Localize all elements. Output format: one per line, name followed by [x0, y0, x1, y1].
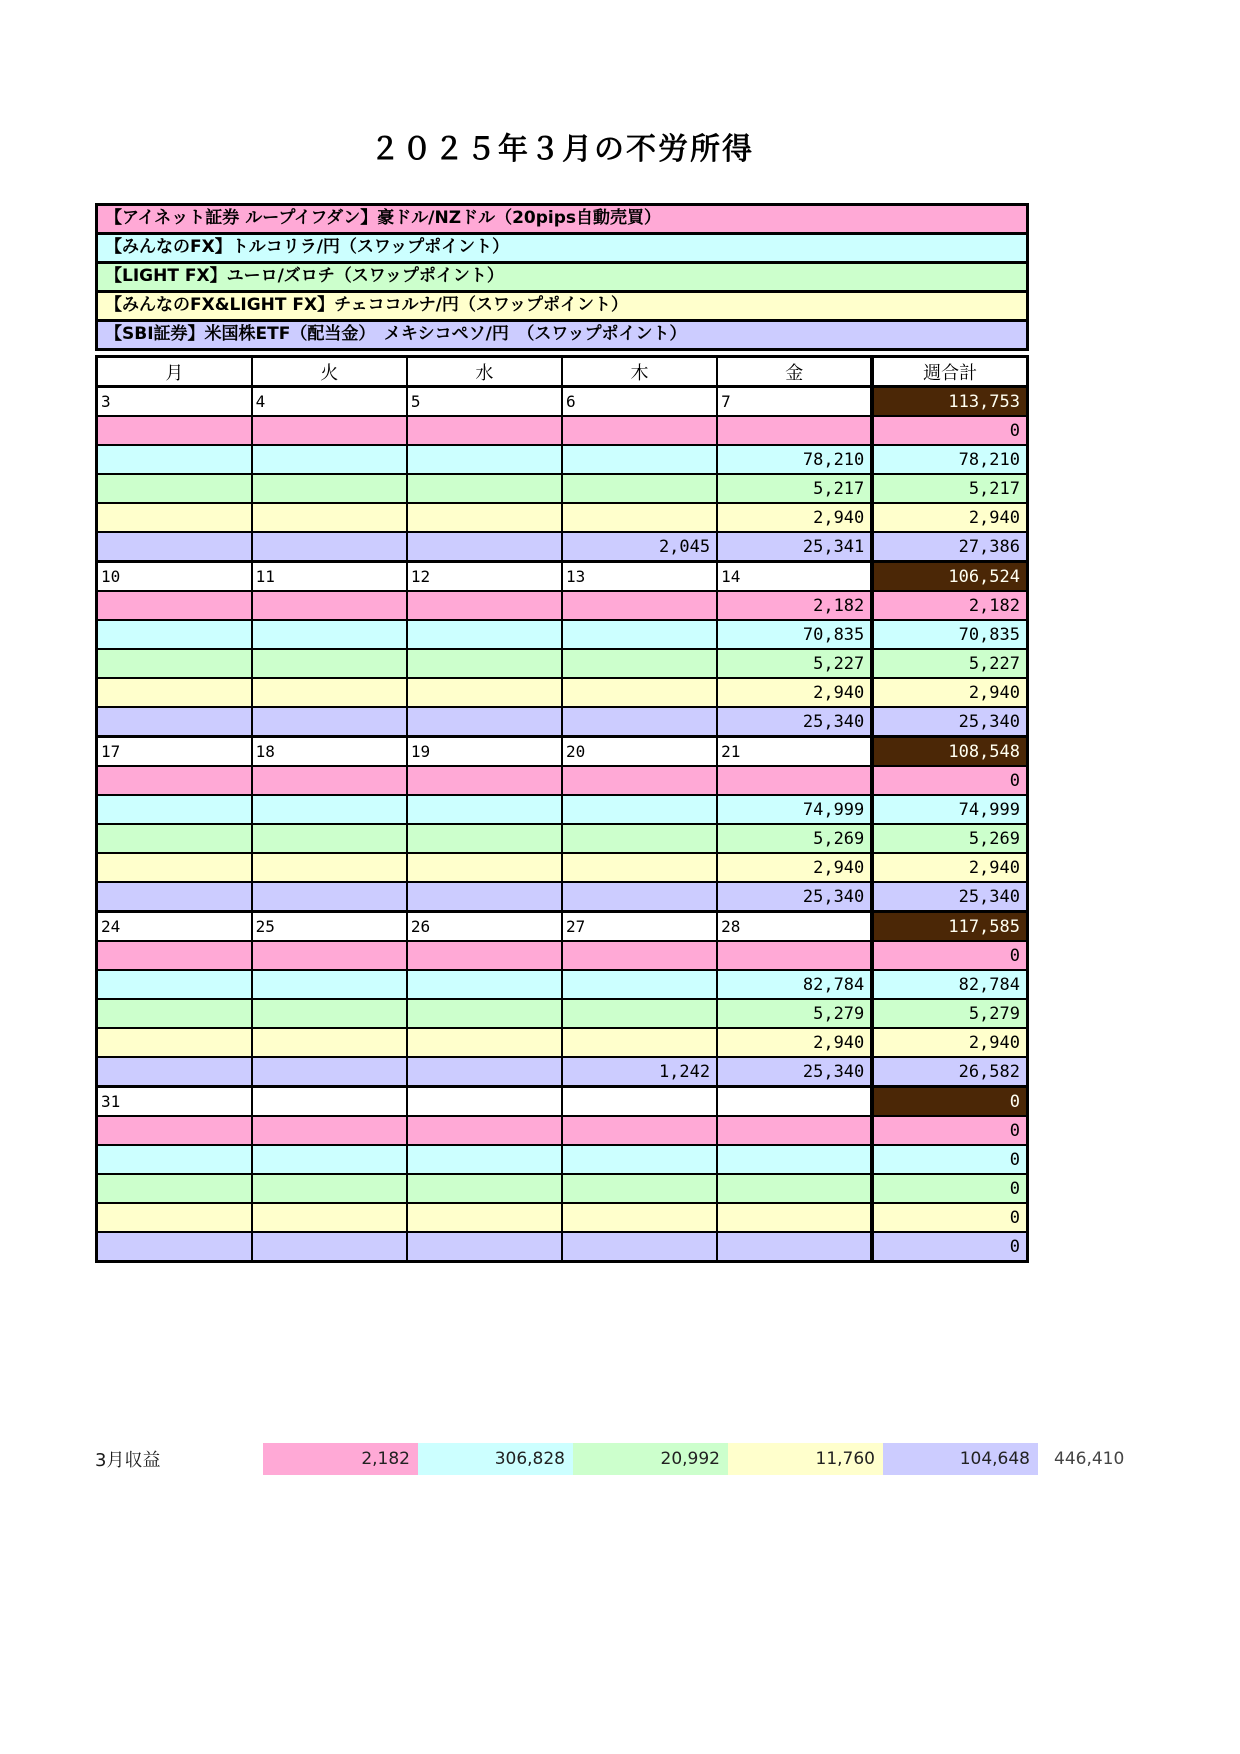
value-cell-light-fx-eur-pln	[97, 1174, 252, 1203]
value-cell-fx-czk-jpy: 2,940	[717, 678, 872, 707]
legend-item-label: 【みんなのFX&LIGHT FX】チェココルナ/円（スワップポイント）	[105, 295, 628, 315]
series-row-light-fx-eur-pln	[97, 474, 1028, 503]
value-cell-minna-fx-try-jpy	[97, 795, 252, 824]
value-cell-minna-fx-try-jpy: 78,210	[717, 445, 872, 474]
value-cell-ainet-loop-ifdan	[562, 416, 717, 445]
calendar-body	[97, 387, 1028, 1262]
value-cell-ainet-loop-ifdan	[252, 416, 407, 445]
day-cell: 24	[97, 912, 252, 942]
value-cell-sbi-etf-mxn-jpy	[97, 532, 252, 562]
value-cell-fx-czk-jpy	[562, 1203, 717, 1232]
value-cell-minna-fx-try-jpy	[562, 445, 717, 474]
series-row-minna-fx-try-jpy	[97, 620, 1028, 649]
series-week-total-sbi-etf-mxn-jpy: 25,340	[872, 882, 1027, 912]
series-week-total-minna-fx-try-jpy: 82,784	[872, 970, 1027, 999]
value-cell-minna-fx-try-jpy	[252, 970, 407, 999]
value-cell-fx-czk-jpy: 2,940	[717, 503, 872, 532]
day-cell: 3	[97, 387, 252, 417]
value-cell-ainet-loop-ifdan	[717, 766, 872, 795]
value-cell-ainet-loop-ifdan	[407, 766, 562, 795]
series-week-total-minna-fx-try-jpy: 70,835	[872, 620, 1027, 649]
value-cell-minna-fx-try-jpy	[717, 1145, 872, 1174]
value-cell-minna-fx-try-jpy	[252, 1145, 407, 1174]
value-cell-fx-czk-jpy: 2,940	[717, 853, 872, 882]
value-cell-sbi-etf-mxn-jpy	[97, 1057, 252, 1087]
value-cell-ainet-loop-ifdan	[407, 591, 562, 620]
weekday-header: 月	[97, 357, 252, 387]
series-row-minna-fx-try-jpy	[97, 970, 1028, 999]
series-row-light-fx-eur-pln	[97, 649, 1028, 678]
series-week-total-sbi-etf-mxn-jpy: 0	[872, 1232, 1027, 1262]
series-row-sbi-etf-mxn-jpy	[97, 1057, 1028, 1087]
day-cell: 19	[407, 737, 562, 767]
day-number-row	[97, 387, 1028, 417]
week-total-cell: 108,548	[872, 737, 1027, 767]
value-cell-light-fx-eur-pln: 5,227	[717, 649, 872, 678]
value-cell-ainet-loop-ifdan	[252, 591, 407, 620]
value-cell-sbi-etf-mxn-jpy	[562, 882, 717, 912]
value-cell-light-fx-eur-pln	[97, 649, 252, 678]
series-row-light-fx-eur-pln	[97, 824, 1028, 853]
series-week-total-sbi-etf-mxn-jpy: 27,386	[872, 532, 1027, 562]
summary-cell-light-fx-eur-pln: 20,992	[573, 1443, 728, 1475]
series-row-ainet-loop-ifdan	[97, 416, 1028, 445]
series-week-total-ainet-loop-ifdan: 0	[872, 766, 1027, 795]
series-week-total-light-fx-eur-pln: 5,279	[872, 999, 1027, 1028]
value-cell-light-fx-eur-pln	[97, 824, 252, 853]
value-cell-fx-czk-jpy	[562, 853, 717, 882]
series-week-total-light-fx-eur-pln: 5,227	[872, 649, 1027, 678]
value-cell-ainet-loop-ifdan	[407, 1116, 562, 1145]
value-cell-fx-czk-jpy	[97, 1203, 252, 1232]
series-row-fx-czk-jpy	[97, 503, 1028, 532]
day-cell: 12	[407, 562, 562, 592]
value-cell-light-fx-eur-pln	[562, 999, 717, 1028]
week-total-cell: 117,585	[872, 912, 1027, 942]
value-cell-fx-czk-jpy	[97, 1028, 252, 1057]
value-cell-light-fx-eur-pln	[252, 999, 407, 1028]
legend-item-minna-fx-try-jpy	[95, 232, 1029, 264]
value-cell-light-fx-eur-pln: 5,217	[717, 474, 872, 503]
series-week-total-minna-fx-try-jpy: 78,210	[872, 445, 1027, 474]
value-cell-light-fx-eur-pln	[252, 474, 407, 503]
value-cell-sbi-etf-mxn-jpy: 1,242	[562, 1057, 717, 1087]
value-cell-ainet-loop-ifdan	[97, 941, 252, 970]
value-cell-ainet-loop-ifdan	[717, 941, 872, 970]
series-row-ainet-loop-ifdan	[97, 1116, 1028, 1145]
value-cell-minna-fx-try-jpy	[407, 795, 562, 824]
day-cell	[252, 1087, 407, 1117]
day-cell: 14	[717, 562, 872, 592]
series-row-ainet-loop-ifdan	[97, 766, 1028, 795]
value-cell-light-fx-eur-pln	[252, 824, 407, 853]
value-cell-ainet-loop-ifdan	[717, 1116, 872, 1145]
monthly-summary-row	[95, 1443, 1240, 1475]
value-cell-ainet-loop-ifdan	[252, 766, 407, 795]
value-cell-minna-fx-try-jpy: 74,999	[717, 795, 872, 824]
value-cell-minna-fx-try-jpy	[97, 620, 252, 649]
value-cell-fx-czk-jpy	[562, 503, 717, 532]
series-week-total-light-fx-eur-pln: 5,269	[872, 824, 1027, 853]
value-cell-sbi-etf-mxn-jpy: 25,340	[717, 882, 872, 912]
series-row-fx-czk-jpy	[97, 678, 1028, 707]
grand-total-value: 446,410	[1054, 1449, 1125, 1469]
series-week-total-minna-fx-try-jpy: 74,999	[872, 795, 1027, 824]
summary-cells	[263, 1443, 1038, 1475]
value-cell-light-fx-eur-pln	[562, 474, 717, 503]
value-cell-light-fx-eur-pln	[252, 649, 407, 678]
income-calendar-table	[95, 355, 1029, 1263]
day-number-row	[97, 737, 1028, 767]
value-cell-light-fx-eur-pln	[407, 999, 562, 1028]
series-week-total-fx-czk-jpy: 0	[872, 1203, 1027, 1232]
series-week-total-light-fx-eur-pln: 5,217	[872, 474, 1027, 503]
value-cell-sbi-etf-mxn-jpy	[97, 882, 252, 912]
day-cell: 20	[562, 737, 717, 767]
series-week-total-fx-czk-jpy: 2,940	[872, 853, 1027, 882]
day-cell: 13	[562, 562, 717, 592]
value-cell-ainet-loop-ifdan	[97, 416, 252, 445]
value-cell-minna-fx-try-jpy	[97, 445, 252, 474]
value-cell-minna-fx-try-jpy	[252, 445, 407, 474]
day-cell: 28	[717, 912, 872, 942]
value-cell-ainet-loop-ifdan	[562, 766, 717, 795]
value-cell-fx-czk-jpy	[407, 1028, 562, 1057]
series-week-total-ainet-loop-ifdan: 0	[872, 416, 1027, 445]
series-week-total-light-fx-eur-pln: 0	[872, 1174, 1027, 1203]
series-row-minna-fx-try-jpy	[97, 445, 1028, 474]
value-cell-sbi-etf-mxn-jpy	[562, 1232, 717, 1262]
value-cell-sbi-etf-mxn-jpy	[252, 707, 407, 737]
series-week-total-minna-fx-try-jpy: 0	[872, 1145, 1027, 1174]
value-cell-minna-fx-try-jpy	[97, 970, 252, 999]
value-cell-light-fx-eur-pln: 5,269	[717, 824, 872, 853]
value-cell-light-fx-eur-pln: 5,279	[717, 999, 872, 1028]
value-cell-sbi-etf-mxn-jpy	[407, 532, 562, 562]
value-cell-fx-czk-jpy	[97, 678, 252, 707]
series-row-light-fx-eur-pln	[97, 1174, 1028, 1203]
value-cell-ainet-loop-ifdan	[562, 1116, 717, 1145]
value-cell-fx-czk-jpy	[252, 678, 407, 707]
day-cell	[717, 1087, 872, 1117]
value-cell-ainet-loop-ifdan: 2,182	[717, 591, 872, 620]
day-cell: 21	[717, 737, 872, 767]
value-cell-fx-czk-jpy	[562, 678, 717, 707]
day-number-row	[97, 912, 1028, 942]
value-cell-ainet-loop-ifdan	[407, 941, 562, 970]
value-cell-ainet-loop-ifdan	[252, 1116, 407, 1145]
day-cell: 10	[97, 562, 252, 592]
day-cell	[562, 1087, 717, 1117]
value-cell-light-fx-eur-pln	[407, 474, 562, 503]
value-cell-minna-fx-try-jpy: 70,835	[717, 620, 872, 649]
legend-item-ainet-loop-ifdan	[95, 203, 1029, 235]
series-week-total-ainet-loop-ifdan: 0	[872, 1116, 1027, 1145]
series-week-total-fx-czk-jpy: 2,940	[872, 1028, 1027, 1057]
value-cell-ainet-loop-ifdan	[97, 591, 252, 620]
value-cell-fx-czk-jpy	[717, 1203, 872, 1232]
value-cell-light-fx-eur-pln	[562, 1174, 717, 1203]
value-cell-sbi-etf-mxn-jpy	[252, 532, 407, 562]
weekday-header: 木	[562, 357, 717, 387]
value-cell-sbi-etf-mxn-jpy	[252, 882, 407, 912]
header-row	[97, 357, 1028, 387]
calendar-header-row	[97, 357, 1028, 387]
value-cell-light-fx-eur-pln	[562, 649, 717, 678]
value-cell-sbi-etf-mxn-jpy	[407, 1232, 562, 1262]
value-cell-fx-czk-jpy	[407, 853, 562, 882]
week-total-cell: 0	[872, 1087, 1027, 1117]
day-cell: 26	[407, 912, 562, 942]
value-cell-fx-czk-jpy	[97, 503, 252, 532]
value-cell-ainet-loop-ifdan	[562, 591, 717, 620]
value-cell-sbi-etf-mxn-jpy	[407, 882, 562, 912]
series-week-total-sbi-etf-mxn-jpy: 25,340	[872, 707, 1027, 737]
legend	[95, 203, 1240, 351]
day-cell: 6	[562, 387, 717, 417]
value-cell-minna-fx-try-jpy: 82,784	[717, 970, 872, 999]
value-cell-fx-czk-jpy	[252, 853, 407, 882]
series-row-fx-czk-jpy	[97, 1028, 1028, 1057]
value-cell-fx-czk-jpy	[407, 678, 562, 707]
value-cell-minna-fx-try-jpy	[252, 620, 407, 649]
value-cell-sbi-etf-mxn-jpy: 2,045	[562, 532, 717, 562]
value-cell-light-fx-eur-pln	[252, 1174, 407, 1203]
day-cell: 18	[252, 737, 407, 767]
value-cell-minna-fx-try-jpy	[252, 795, 407, 824]
value-cell-fx-czk-jpy: 2,940	[717, 1028, 872, 1057]
summary-cell-minna-fx-try-jpy: 306,828	[418, 1443, 573, 1475]
series-row-sbi-etf-mxn-jpy	[97, 882, 1028, 912]
series-row-minna-fx-try-jpy	[97, 795, 1028, 824]
weekday-header: 水	[407, 357, 562, 387]
legend-item-label: 【みんなのFX】トルコリラ/円（スワップポイント）	[105, 237, 510, 257]
value-cell-sbi-etf-mxn-jpy	[407, 707, 562, 737]
legend-item-label: 【LIGHT FX】ユーロ/ズロチ（スワップポイント）	[105, 266, 504, 286]
summary-label: 3月収益	[95, 1450, 161, 1471]
week-total-header: 週合計	[872, 357, 1027, 387]
day-cell: 27	[562, 912, 717, 942]
series-week-total-sbi-etf-mxn-jpy: 26,582	[872, 1057, 1027, 1087]
series-row-sbi-etf-mxn-jpy	[97, 532, 1028, 562]
page-title: ２０２５年３月の不労所得	[370, 132, 754, 167]
value-cell-minna-fx-try-jpy	[407, 1145, 562, 1174]
value-cell-sbi-etf-mxn-jpy	[97, 707, 252, 737]
day-number-row	[97, 562, 1028, 592]
day-cell: 7	[717, 387, 872, 417]
series-week-total-ainet-loop-ifdan: 2,182	[872, 591, 1027, 620]
summary-cell-fx-czk-jpy: 11,760	[728, 1443, 883, 1475]
legend-item-label: 【アイネット証券 ループイフダン】豪ドル/NZドル（20pips自動売買）	[105, 208, 662, 228]
series-row-sbi-etf-mxn-jpy	[97, 1232, 1028, 1262]
value-cell-light-fx-eur-pln	[97, 474, 252, 503]
value-cell-sbi-etf-mxn-jpy	[407, 1057, 562, 1087]
week-total-cell: 106,524	[872, 562, 1027, 592]
series-week-total-fx-czk-jpy: 2,940	[872, 678, 1027, 707]
series-week-total-ainet-loop-ifdan: 0	[872, 941, 1027, 970]
series-row-light-fx-eur-pln	[97, 999, 1028, 1028]
day-cell: 17	[97, 737, 252, 767]
value-cell-sbi-etf-mxn-jpy	[252, 1232, 407, 1262]
legend-item-light-fx-eur-pln	[95, 261, 1029, 293]
value-cell-sbi-etf-mxn-jpy	[562, 707, 717, 737]
day-cell: 4	[252, 387, 407, 417]
value-cell-sbi-etf-mxn-jpy: 25,340	[717, 707, 872, 737]
value-cell-ainet-loop-ifdan	[407, 416, 562, 445]
value-cell-minna-fx-try-jpy	[562, 795, 717, 824]
value-cell-ainet-loop-ifdan	[252, 941, 407, 970]
value-cell-fx-czk-jpy	[252, 1203, 407, 1232]
series-row-minna-fx-try-jpy	[97, 1145, 1028, 1174]
day-cell: 11	[252, 562, 407, 592]
value-cell-minna-fx-try-jpy	[562, 620, 717, 649]
weekday-header: 火	[252, 357, 407, 387]
value-cell-light-fx-eur-pln	[407, 1174, 562, 1203]
legend-item-label: 【SBI証券】米国株ETF（配当金） メキシコペソ/円 （スワップポイント）	[105, 324, 687, 344]
series-row-fx-czk-jpy	[97, 1203, 1028, 1232]
series-row-sbi-etf-mxn-jpy	[97, 707, 1028, 737]
value-cell-ainet-loop-ifdan	[97, 766, 252, 795]
value-cell-minna-fx-try-jpy	[97, 1145, 252, 1174]
legend-item-sbi-etf-mxn-jpy	[95, 319, 1029, 351]
value-cell-light-fx-eur-pln	[407, 649, 562, 678]
day-cell: 31	[97, 1087, 252, 1117]
value-cell-sbi-etf-mxn-jpy	[97, 1232, 252, 1262]
series-row-ainet-loop-ifdan	[97, 941, 1028, 970]
value-cell-sbi-etf-mxn-jpy: 25,341	[717, 532, 872, 562]
summary-cell-sbi-etf-mxn-jpy: 104,648	[883, 1443, 1038, 1475]
value-cell-light-fx-eur-pln	[562, 824, 717, 853]
value-cell-fx-czk-jpy	[252, 503, 407, 532]
week-total-cell: 113,753	[872, 387, 1027, 417]
value-cell-light-fx-eur-pln	[717, 1174, 872, 1203]
value-cell-fx-czk-jpy	[97, 853, 252, 882]
value-cell-minna-fx-try-jpy	[407, 970, 562, 999]
day-cell	[407, 1087, 562, 1117]
summary-cell-ainet-loop-ifdan: 2,182	[263, 1443, 418, 1475]
value-cell-light-fx-eur-pln	[97, 999, 252, 1028]
value-cell-sbi-etf-mxn-jpy	[717, 1232, 872, 1262]
day-cell: 5	[407, 387, 562, 417]
value-cell-light-fx-eur-pln	[407, 824, 562, 853]
value-cell-minna-fx-try-jpy	[407, 620, 562, 649]
value-cell-ainet-loop-ifdan	[562, 941, 717, 970]
weekday-header: 金	[717, 357, 872, 387]
value-cell-minna-fx-try-jpy	[407, 445, 562, 474]
value-cell-fx-czk-jpy	[252, 1028, 407, 1057]
value-cell-fx-czk-jpy	[407, 503, 562, 532]
legend-item-fx-czk-jpy	[95, 290, 1029, 322]
value-cell-fx-czk-jpy	[562, 1028, 717, 1057]
value-cell-minna-fx-try-jpy	[562, 1145, 717, 1174]
value-cell-fx-czk-jpy	[407, 1203, 562, 1232]
series-row-fx-czk-jpy	[97, 853, 1028, 882]
value-cell-sbi-etf-mxn-jpy	[252, 1057, 407, 1087]
day-number-row	[97, 1087, 1028, 1117]
value-cell-ainet-loop-ifdan	[97, 1116, 252, 1145]
value-cell-ainet-loop-ifdan	[717, 416, 872, 445]
series-week-total-fx-czk-jpy: 2,940	[872, 503, 1027, 532]
value-cell-minna-fx-try-jpy	[562, 970, 717, 999]
value-cell-sbi-etf-mxn-jpy: 25,340	[717, 1057, 872, 1087]
day-cell: 25	[252, 912, 407, 942]
series-row-ainet-loop-ifdan	[97, 591, 1028, 620]
